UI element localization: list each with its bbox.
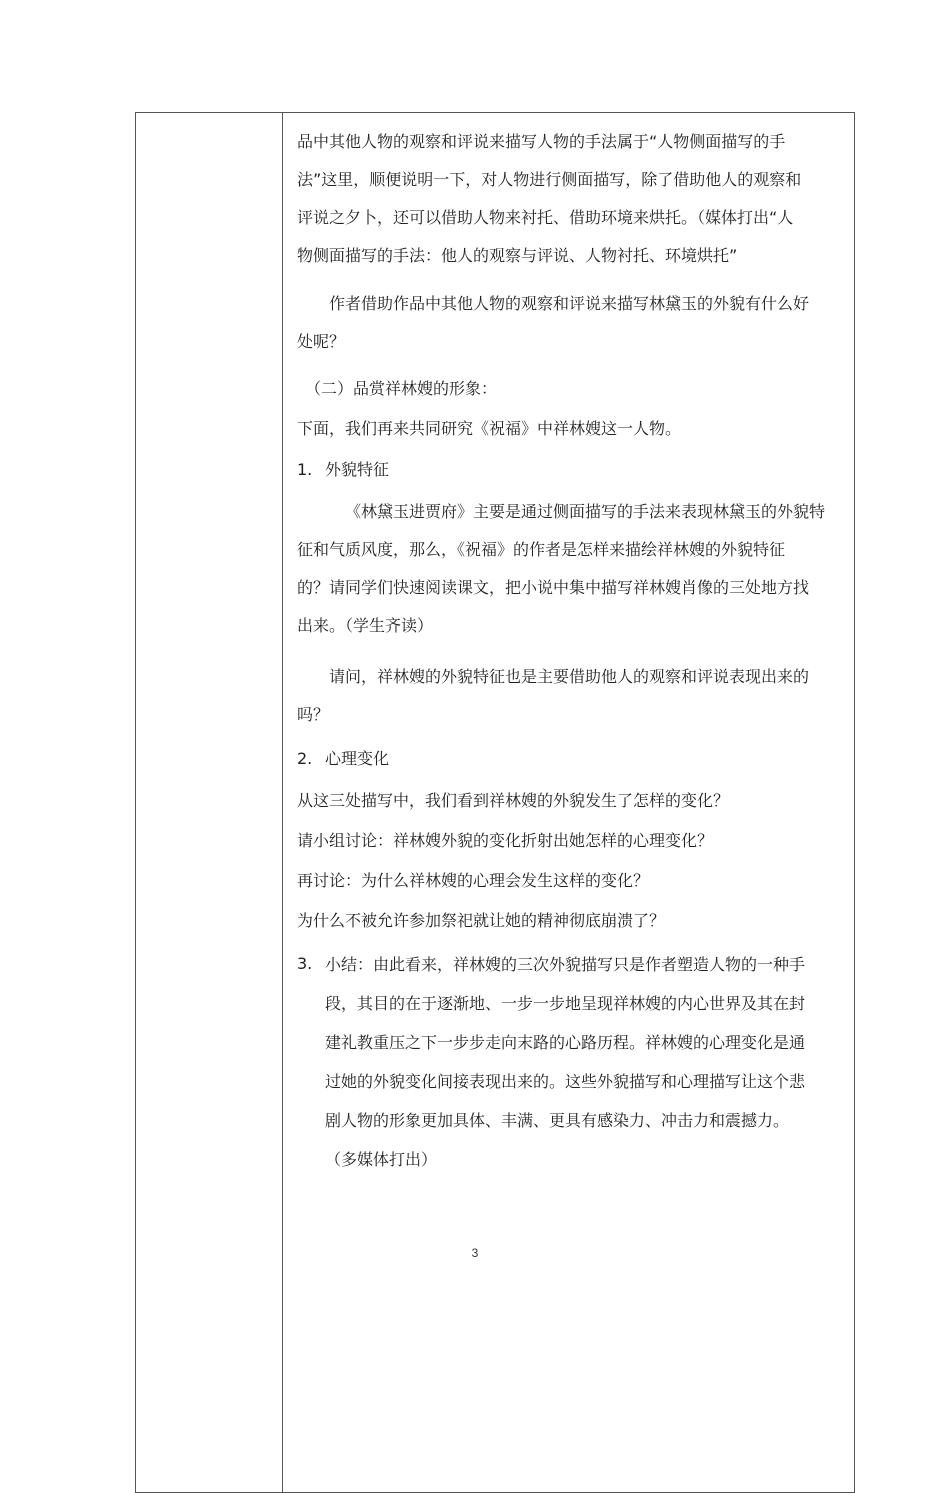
paragraph-side-description (297, 123, 801, 275)
text-line: 小结：由此看来，祥林嫂的三次外貌描写只是作者塑造人物的一种手 (325, 955, 806, 974)
text-line: 法”这里，顺便说明一下，对人物进行侧面描写，除了借助他人的观察和 (297, 170, 802, 189)
intro-line: 下面，我们再来共同研究《祝福》中祥林嫂这一人物。 (297, 419, 682, 438)
item-number: 3. (297, 954, 313, 973)
text-line: 剧人物的形象更加具体、丰满、更具有感染力、冲击力和震撼力。 (325, 1111, 790, 1130)
text-line: 评说之夕卜，还可以借助人物来衬托、借助环境来烘托。（媒体打出“人 (297, 208, 794, 227)
lesson-table (135, 112, 855, 1493)
paragraph-appearance (297, 493, 826, 645)
item-title: 外貌特征 (325, 460, 390, 479)
table-content-column (283, 113, 854, 1492)
text-line: 征和气质风度，那么，《祝福》的作者是怎样来描绘祥林嫂的外貌特征 (297, 540, 786, 559)
paragraph-question-benefit (297, 285, 810, 361)
question-line: 为什么不被允许参加祭祀就让她的精神彻底崩溃了？ (297, 911, 666, 930)
section-heading: （二）品赏祥林嫂的形象： (305, 379, 498, 398)
item-heading (297, 741, 389, 777)
item-number: 1. (297, 460, 313, 479)
text-line: 出来。（学生齐读） (297, 616, 434, 635)
question-line: 从这三处描写中，我们看到祥林嫂的外貌发生了怎样的变化？ (297, 791, 730, 810)
page-number: 3 (471, 1246, 479, 1260)
text-line: 处呢？ (297, 332, 346, 351)
text-line: 吗？ (297, 705, 330, 724)
item-title: 心理变化 (325, 749, 390, 768)
item-number: 2. (297, 749, 313, 768)
text-line: 品中其他人物的观察和评说来描写人物的手法属于“人物侧面描写的手 (297, 132, 786, 151)
text-line: 过她的外貌变化间接表现出来的。这些外貌描写和心理描写让这个悲 (325, 1072, 806, 1091)
text-line: 建礼教重压之下一步步走向末路的心路历程。祥林嫂的心理变化是通 (325, 1033, 806, 1052)
item-heading (297, 452, 389, 488)
text-line: 的？请同学们快速阅读课文，把小说中集中描写祥林嫂肖像的三处地方找 (297, 578, 810, 597)
text-line: （多媒体打出） (325, 1150, 438, 1169)
text-line: 段，其目的在于逐渐地、一步一步地呈现祥林嫂的内心世界及其在封 (325, 994, 806, 1013)
question-line: 再讨论：为什么祥林嫂的心理会发生这样的变化？ (297, 871, 650, 890)
text-line: 物侧面描写的手法：他人的观察与评说、人物衬托、环境烘托” (297, 246, 738, 265)
text-line: 请问，祥林嫂的外貌特征也是主要借助他人的观察和评说表现出来的 (329, 667, 810, 686)
paragraph-question-appearance (297, 658, 810, 734)
text-line: 作者借助作品中其他人物的观察和评说来描写林黛玉的外貌有什么好 (329, 294, 810, 313)
paragraph-summary (325, 945, 805, 1179)
text-line: 《林黛玉进贾府》主要是通过侧面描写的手法来表现林黛玉的外貌特 (345, 502, 826, 521)
question-line: 请小组讨论：祥林嫂外貌的变化折射出她怎样的心理变化？ (297, 831, 714, 850)
table-left-column (136, 113, 283, 1492)
